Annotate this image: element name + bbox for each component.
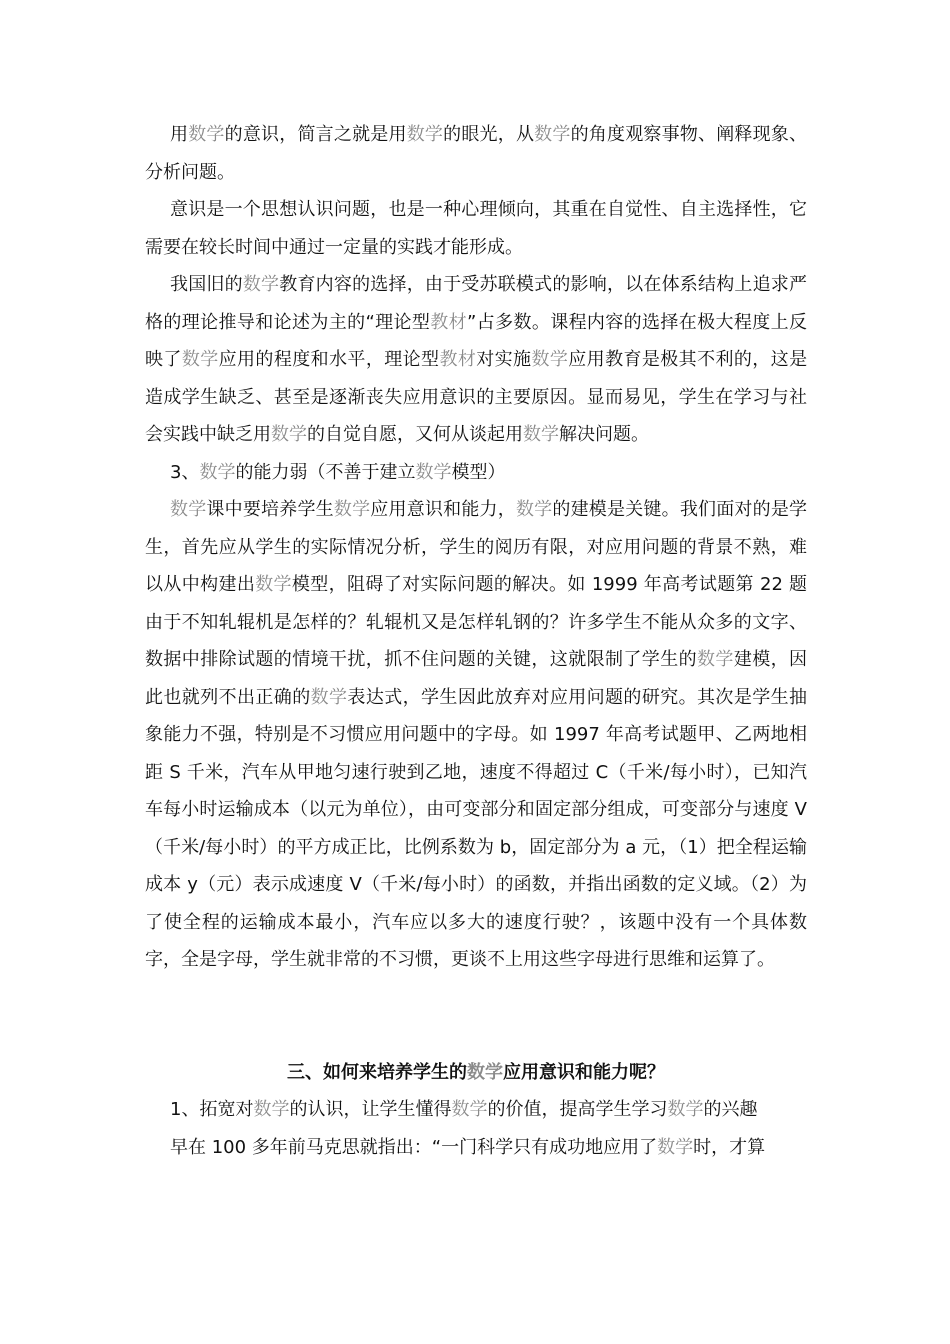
text-segment: 应用意识和能力， [370,499,516,520]
text-segment: 时，才算 [693,1136,766,1158]
text-segment: 应用意识和能力呢？ [503,1061,665,1083]
document-body [145,116,807,1166]
text-segment: 对实施 [476,349,532,370]
highlighted-term: 数学 [415,461,452,483]
text-segment: 课中要培养学生 [206,499,334,520]
paragraph [145,1091,807,1129]
text-segment: 早在 100 多年前马克思就指出：“一门科学只有成功地应用了 [170,1136,658,1158]
paragraphs-after-heading [145,1091,807,1166]
paragraph [145,116,807,191]
paragraph [145,1129,807,1167]
paragraph [145,491,807,979]
highlighted-term: 数学 [667,1099,704,1120]
section-spacer [145,979,807,1054]
highlighted-term: 数学 [271,424,307,445]
highlighted-term: 教材 [439,349,477,370]
text-segment: 建模，因此也就列不出正确的 [145,649,808,708]
paragraph [145,454,807,492]
text-segment: 3、 [170,461,200,483]
highlighted-term: 数学 [242,274,280,295]
text-segment: 应用教育是极其不利的，这是造成学生缺乏、甚至是逐渐丧失应用意识的主要原因。显而易见，学生在学习与社会实践中缺乏用 [145,349,808,445]
highlighted-term: 数学 [515,499,553,520]
highlighted-term: 数学 [523,424,559,445]
highlighted-term: 数学 [531,349,569,370]
text-segment: 表达式，学生因此放弃对应用问题的研究。其次是学生抽象能力不强，特别是不习惯应用问题中的字母。如 1997 年高考试题甲、乙两地相距 S 千米，汽车从甲地匀速行驶到乙地，速度不得超过 C（千米/每小时），已知汽车每小时运输成本（以元为单位），由可变部分和固定部分组成，可变部分与速度 V（千米/每小时）的平方成正比，比例系数为 b，固定部分为 a 元，（1）把全程运输成本 y（元）表示成速度 V（千米/每小时）的函数，并指出函数的定义域。（2）为了使全程的运输成本最小，汽车应以多大的速度行驶？，该题中没有一个具体数字，全是字母，学生就非常的不习惯，更谈不上用这些字母进行思维和运算了。 [145,686,808,970]
text-segment: 模型，阻碍了对实际问题的解决。如 1999 年高考试题第 22 题由于不知轧辊机是怎样的？轧辊机又是怎样轧钢的？许多学生不能从众多的文字、数据中排除试题的情境干扰，抓不住问题的关键，这就限制了学生的 [145,574,807,670]
paragraph [145,266,807,454]
text-segment: 的能力弱（不善于建立 [235,461,416,483]
text-segment: 的认识，让学生懂得 [289,1099,452,1120]
highlighted-term: 数学 [697,649,734,670]
highlighted-term: 数学 [199,461,236,483]
paragraphs-before-heading [145,116,807,979]
text-segment: 的角度观察事物、阐释现象、分析问题。 [145,124,808,183]
text-segment: 三、如何来培养学生的 [287,1061,467,1083]
text-segment: 我国旧的 [170,274,243,295]
section-heading [145,1054,807,1092]
paragraph [145,191,807,266]
highlighted-term: 数学 [451,1099,488,1120]
text-segment: 解决问题。 [559,424,649,445]
text-segment: 用 [170,124,189,145]
text-segment: 的眼光，从 [443,124,535,145]
text-segment: 的兴趣 [703,1099,758,1120]
text-segment: 应用的程度和水平，理论型 [218,349,440,370]
highlighted-term: 数学 [534,124,571,145]
highlighted-term: 数学 [333,499,371,520]
highlighted-term: 数学 [657,1136,694,1158]
text-segment: 的价值，提高学生学习 [487,1099,668,1120]
highlighted-term: 数学 [406,124,444,145]
highlighted-term: 数学 [181,349,219,370]
highlighted-term: 数学 [188,124,225,145]
text-segment: 教育内容的选择，由于受苏联模式的影响，以在体系结构上追求严格的理论推导和论述为主的“理论型 [145,274,808,333]
highlighted-term: 数学 [170,499,207,520]
highlighted-term: 数学 [310,686,348,708]
text-segment: 的意识，简言之就是用 [224,124,407,145]
text-segment: 的建模是关键。我们面对的是学生，首先应从学生的实际情况分析，学生的阅历有限，对应用问题的背景不熟，难以从中构建出 [145,499,808,595]
highlighted-term: 数学 [255,574,292,595]
highlighted-term: 教材 [430,311,468,333]
text-segment: 的自觉自愿，又何从谈起用 [307,424,523,445]
text-segment: 1、拓宽对 [170,1099,254,1120]
text-segment: 意识是一个思想认识问题，也是一种心理倾向，其重在自觉性、自主选择性，它需要在较长时间中通过一定量的实践才能形成。 [145,199,807,258]
text-segment: 模型） [451,461,506,483]
highlighted-term: 数学 [253,1099,290,1120]
text-segment: ”占多数。课程内容的选择在极大程度上反映了 [145,311,808,370]
highlighted-term: 数学 [467,1061,503,1083]
